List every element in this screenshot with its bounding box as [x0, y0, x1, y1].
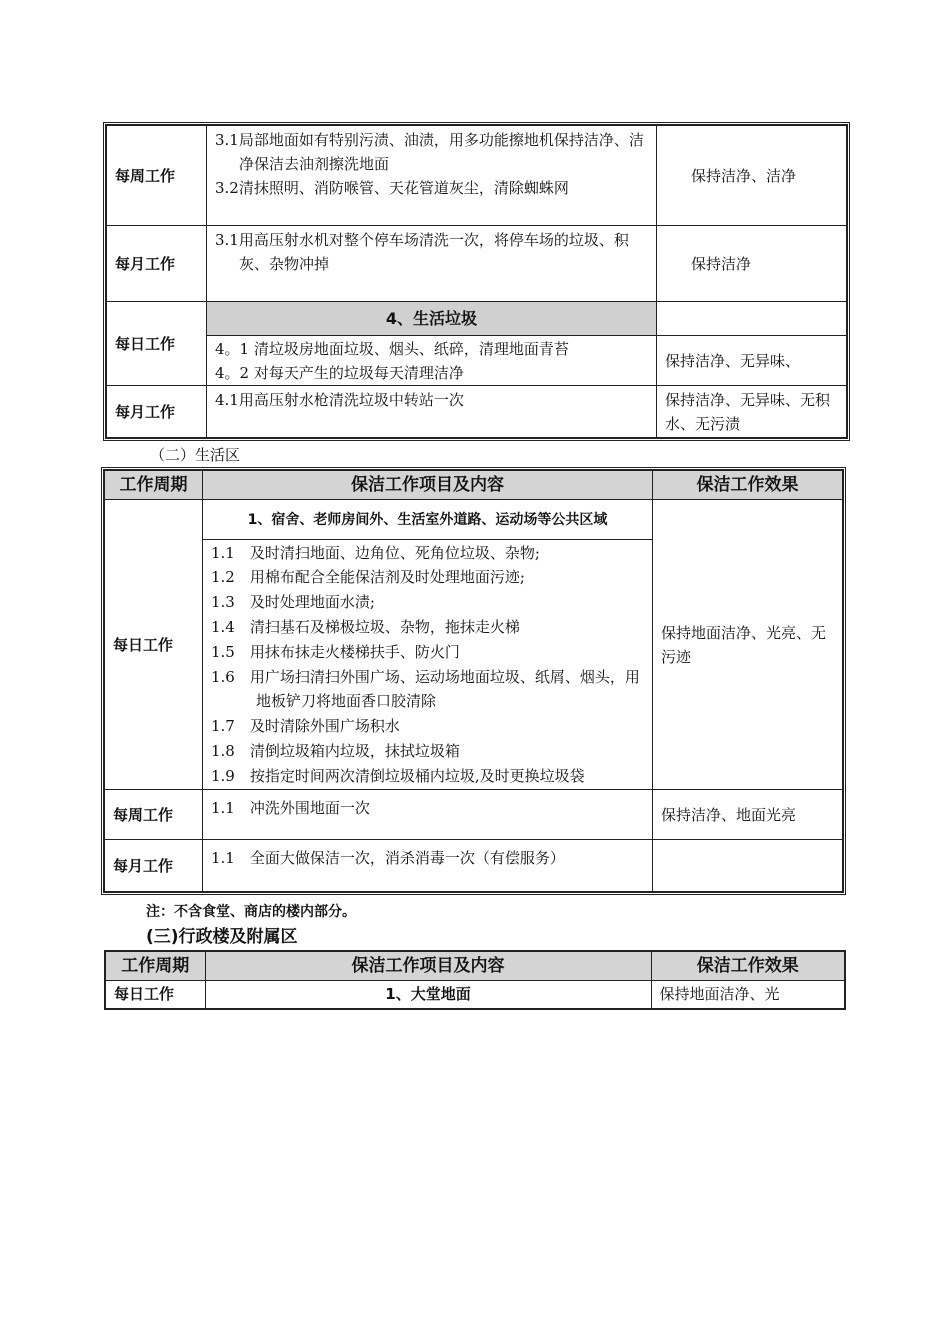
header-cell: 保洁工作效果 — [651, 951, 845, 981]
note-text: 注：不含食堂、商店的楼内部分。 — [146, 904, 356, 920]
table-row — [105, 500, 843, 540]
period-cell: 每月工作 — [105, 840, 203, 892]
effect-cell: 保持洁净、洁净 — [657, 126, 847, 226]
item-text: 3.2清抹照明、消防喉管、天花管道灰尘，清除蜘蛛网 — [215, 179, 569, 197]
item-text: 4.1用高压射水枪清洗垃圾中转站一次 — [215, 391, 464, 409]
table-living-area — [104, 470, 843, 892]
item-text: 1.5 用抹布抹走火楼梯扶手、防火门 — [211, 642, 460, 661]
table-row — [107, 126, 847, 226]
empty-cell — [657, 302, 847, 336]
item-text: 4。2 对每天产生的垃圾每天清理洁净 — [215, 363, 464, 382]
content-cell — [207, 336, 657, 386]
period-cell: 每周工作 — [105, 790, 203, 840]
table-row — [105, 790, 843, 840]
table-row — [107, 302, 847, 336]
content-cell: 1.1 全面大做保洁一次，消杀消毒一次（有偿服务） — [203, 840, 653, 892]
table-admin-building — [104, 950, 846, 1010]
item-text: 1.3 及时处理地面水渍; — [211, 593, 375, 612]
item-text: 1.9 按指定时间两次清倒垃圾桶内垃圾,及时更换垃圾袋 — [211, 766, 585, 785]
effect-cell: 保持洁净、无异味、 — [657, 336, 847, 386]
effect-cell: 保持地面洁净、光亮、无污迹 — [653, 500, 843, 790]
header-cell: 保洁工作项目及内容 — [203, 471, 653, 500]
item-text: 3.1用高压射水机对整个停车场清洗一次，将停车场的垃圾、积灰、杂物冲掉 — [215, 231, 629, 273]
effect-cell: 保持洁净 — [657, 226, 847, 302]
content-cell — [207, 386, 657, 438]
section-heading: (三)行政楼及附属区 — [146, 927, 298, 947]
item-text: 1.2 用棉布配合全能保洁剂及时处理地面污迹; — [211, 568, 525, 587]
period-cell: 每周工作 — [107, 126, 207, 226]
table-header-row — [105, 951, 845, 981]
table-row — [107, 226, 847, 302]
period-cell: 每日工作 — [105, 500, 203, 790]
item-text: 1.1 及时清扫地面、边角位、死角位垃圾、杂物; — [211, 543, 540, 562]
period-cell: 每月工作 — [107, 226, 207, 302]
table-row — [107, 336, 847, 386]
section-title: 1、大堂地面 — [205, 981, 651, 1009]
item-text: 3.1局部地面如有特别污渍、油渍，用多功能擦地机保持洁净、洁净保洁去油剂擦洗地面 — [215, 131, 644, 173]
table-header-row — [105, 471, 843, 500]
section-title: 1、宿舍、老师房间外、生活室外道路、运动场等公共区域 — [203, 500, 653, 540]
period-cell: 每日工作 — [107, 302, 207, 386]
content-cell: 1.1 冲洗外围地面一次 — [203, 790, 653, 840]
content-cell — [207, 226, 657, 302]
header-cell: 保洁工作效果 — [653, 471, 843, 500]
item-text: 1.8 清倒垃圾箱内垃圾，抹拭垃圾箱 — [211, 741, 460, 760]
table-parking-garbage — [106, 125, 847, 438]
item-text: 4。1 清垃圾房地面垃圾、烟头、纸碎，清理地面青苔 — [215, 339, 569, 358]
effect-cell: 保持洁净、地面光亮 — [653, 790, 843, 840]
item-text: 1.7 及时清除外围广场积水 — [211, 717, 400, 736]
section-title: 4、生活垃圾 — [207, 302, 657, 336]
content-cell — [207, 126, 657, 226]
table-row — [107, 386, 847, 438]
content-cell — [203, 540, 653, 790]
effect-cell — [653, 840, 843, 892]
section-heading: （二）生活区 — [150, 446, 241, 464]
period-cell: 每日工作 — [105, 981, 205, 1009]
effect-cell: 保持洁净、无异味、无积水、无污渍 — [657, 386, 847, 438]
effect-cell: 保持地面洁净、光 — [651, 981, 845, 1009]
header-cell: 保洁工作项目及内容 — [205, 951, 651, 981]
table-row — [105, 981, 845, 1009]
header-cell: 工作周期 — [105, 471, 203, 500]
item-text: 1.6 用广场扫清扫外围广场、运动场地面垃圾、纸屑、烟头，用地板铲刀将地面香口胶清除 — [211, 667, 640, 711]
period-cell: 每月工作 — [107, 386, 207, 438]
table-row — [105, 840, 843, 892]
header-cell: 工作周期 — [105, 951, 205, 981]
item-text: 1.4 清扫基石及梯极垃圾、杂物，拖抹走火梯 — [211, 617, 520, 636]
